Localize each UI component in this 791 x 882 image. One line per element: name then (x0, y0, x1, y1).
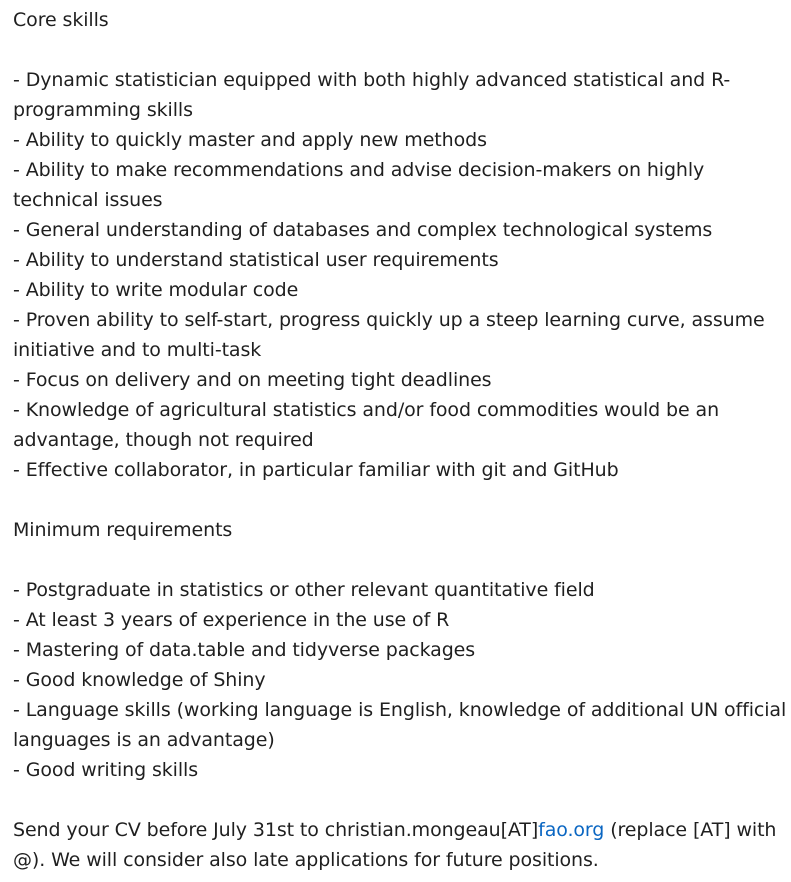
spacer (13, 485, 779, 515)
requirement-line: - Good knowledge of Shiny (13, 669, 266, 691)
spacer (13, 545, 779, 575)
core-skill-line: technical issues (13, 189, 163, 211)
core-skill-line: - Ability to write modular code (13, 279, 299, 301)
requirement-line: - At least 3 years of experience in the use of R (13, 609, 450, 631)
spacer (13, 35, 779, 65)
fao-org-link[interactable]: fao.org (538, 819, 605, 841)
contact-text-after-link: (replace [AT] with (604, 819, 777, 841)
core-skills-heading: Core skills (13, 9, 109, 31)
core-skill-line: - Effective collaborator, in particular familiar with git and GitHub (13, 459, 619, 481)
requirement-line: - Postgraduate in statistics or other relevant quantitative field (13, 579, 595, 601)
core-skill-line: - Knowledge of agricultural statistics and/or food commodities would be an (13, 399, 720, 421)
core-skill-line: - Ability to quickly master and apply new methods (13, 129, 487, 151)
core-skill-line: - Ability to understand statistical user requirements (13, 249, 499, 271)
core-skill-line: - Focus on delivery and on meeting tight deadlines (13, 369, 492, 391)
core-skill-line: advantage, though not required (13, 429, 314, 451)
requirement-line: - Language skills (working language is English, knowledge of additional UN official (13, 699, 787, 721)
requirement-line: - Mastering of data.table and tidyverse packages (13, 639, 476, 661)
contact-text-before-link: Send your CV before July 31st to christian.mongeau[AT] (13, 819, 539, 841)
requirement-line: languages is an advantage) (13, 729, 275, 751)
contact-line-2: @). We will consider also late applications for future positions. (13, 849, 599, 871)
core-skill-line: - Proven ability to self-start, progress quickly up a steep learning curve, assume (13, 309, 765, 331)
minimum-requirements-heading: Minimum requirements (13, 519, 233, 541)
core-skill-line: - Dynamic statistician equipped with both highly advanced statistical and R- (13, 69, 731, 91)
spacer (13, 785, 779, 815)
requirement-line: - Good writing skills (13, 759, 199, 781)
contact-line (13, 815, 779, 845)
core-skill-line: initiative and to multi-task (13, 339, 262, 361)
core-skill-line: - General understanding of databases and complex technological systems (13, 219, 713, 241)
core-skill-line: - Ability to make recommendations and advise decision-makers on highly (13, 159, 705, 181)
core-skill-line: programming skills (13, 99, 193, 121)
